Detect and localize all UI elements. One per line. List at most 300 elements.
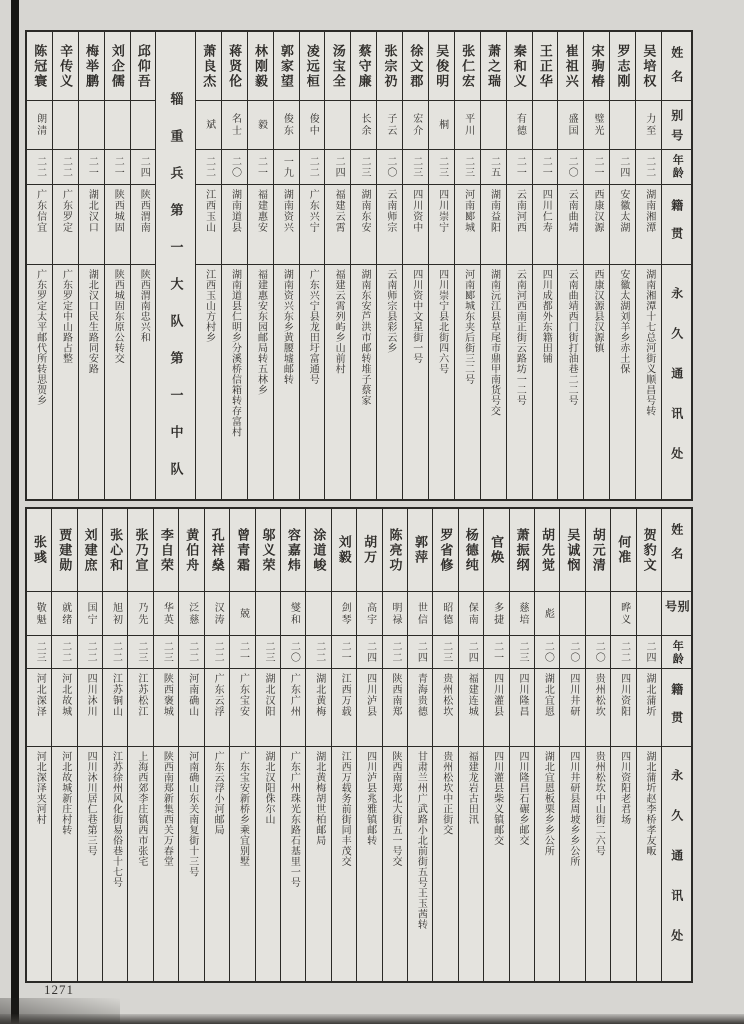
header-native-place: 籍贯 [662, 668, 691, 746]
person-alias [533, 100, 558, 149]
person-native: 湖北汉阳 [256, 668, 280, 746]
person-address: 四川井研县周坡乡乡公所 [560, 746, 584, 981]
person-column [102, 509, 127, 981]
person-name: 萧之瑞 [486, 43, 502, 89]
person-address: 湖北黄梅胡世柏邮局 [306, 746, 330, 981]
person-column [153, 509, 178, 981]
person-address: 贵州松坎中正街交 [433, 746, 457, 981]
person-age: 二三 [429, 149, 454, 184]
person-alias [53, 100, 78, 149]
person-native: 福建惠安 [248, 184, 273, 264]
person-native: 广东罗定 [53, 184, 78, 264]
person-alias: 剑琴 [332, 591, 356, 635]
person-native: 陕西城固 [105, 184, 130, 264]
header-name: 姓名 [669, 523, 684, 571]
person-name: 胡先觉 [539, 527, 555, 573]
person-column [480, 32, 506, 499]
person-age: 二三 [403, 149, 428, 184]
person-address: 江苏徐州风化街易俗巷十七号 [103, 746, 127, 981]
person-native: 四川仁寿 [533, 184, 558, 264]
person-address: 湖南道县仁明乡分溪桥信箱转存富村 [222, 264, 247, 499]
person-native: 湖南道县 [222, 184, 247, 264]
person-address: 江西万载务前街同丰茂交 [332, 746, 356, 981]
person-column [559, 509, 584, 981]
person-name: 官焕 [489, 535, 505, 565]
person-name: 涂道峻 [311, 527, 327, 573]
person-column [583, 32, 609, 499]
person-age: 二〇 [222, 149, 247, 184]
person-age: 二四 [637, 635, 661, 668]
person-column [610, 509, 635, 981]
person-address: 福建龙岩古田汛 [459, 746, 483, 981]
person-address: 陕西南郑新集西关万春堂 [154, 746, 178, 981]
person-age: 二二 [53, 149, 78, 184]
person-name: 郭家望 [278, 43, 294, 89]
person-name: 张彧 [31, 535, 47, 565]
person-age: 二一 [105, 149, 130, 184]
person-age: 二一 [484, 635, 508, 668]
person-column [407, 509, 432, 981]
person-column [104, 32, 130, 499]
unit-title-column [155, 32, 195, 499]
person-column [432, 509, 457, 981]
person-native: 广东兴宁 [300, 184, 325, 264]
person-native: 湖北宜恩 [535, 668, 559, 746]
person-native: 江西玉山 [196, 184, 221, 264]
person-name: 吴诚悯 [565, 527, 581, 573]
person-alias [256, 591, 280, 635]
person-alias: 彪 [535, 591, 559, 635]
person-alias: 晔义 [611, 591, 635, 635]
person-age: 二三 [154, 635, 178, 668]
person-column [356, 509, 381, 981]
person-name: 黄伯舟 [184, 527, 200, 573]
person-address: 四川资中文星街一号 [403, 264, 428, 499]
person-name: 杨德纯 [463, 527, 479, 573]
person-age: 二二 [611, 635, 635, 668]
person-alias: 兢 [230, 591, 254, 635]
person-column [204, 509, 229, 981]
person-name: 徐文郡 [408, 43, 424, 89]
person-name: 宋驹椿 [589, 43, 605, 89]
person-column [483, 509, 508, 981]
person-native: 贵州松坎 [433, 668, 457, 746]
person-name: 孔祥燊 [209, 527, 225, 573]
person-column [78, 32, 104, 499]
person-name: 邱仰吾 [135, 43, 151, 89]
person-native: 陕西褒城 [154, 668, 178, 746]
person-column [636, 509, 661, 981]
person-age: 二一 [248, 149, 273, 184]
person-column [27, 509, 51, 981]
person-column [299, 32, 325, 499]
person-native: 湖南资兴 [274, 184, 299, 264]
person-name: 贺豹文 [641, 527, 657, 573]
person-alias: 有德 [507, 100, 532, 149]
person-name: 萧良杰 [201, 43, 217, 89]
person-alias [105, 100, 130, 149]
person-column [305, 509, 330, 981]
person-alias: 力至 [636, 100, 661, 149]
person-age: 二三 [510, 635, 534, 668]
person-address: 四川成都外东籍田铺 [533, 264, 558, 499]
person-address: 湖南湘潭十七总河街义顺昌号转 [636, 264, 661, 499]
person-column [585, 509, 610, 981]
person-native: 青海贵德 [408, 668, 432, 746]
header-age: 年龄 [662, 149, 691, 184]
header-alias: 别号 [662, 100, 691, 149]
person-address: 四川资阳老君场 [611, 746, 635, 981]
person-native: 四川灌县 [484, 668, 508, 746]
person-age: 二一 [79, 149, 104, 184]
person-address: 福建惠安东园邮局转五林乡 [248, 264, 273, 499]
person-age: 二三 [27, 635, 51, 668]
person-column [195, 32, 221, 499]
person-address: 湖南资兴东乡黄腰墟邮转 [274, 264, 299, 499]
person-address: 河南确山东关南复街十三号 [179, 746, 203, 981]
person-age: 二二 [300, 149, 325, 184]
person-age: 二三 [433, 635, 457, 668]
person-native: 湖北蒲圻 [637, 668, 661, 746]
person-native: 江苏铜山 [103, 668, 127, 746]
person-alias: 斌 [196, 100, 221, 149]
person-column [52, 32, 78, 499]
person-alias [586, 591, 610, 635]
person-address: 广东兴宁县龙田圩富通号 [300, 264, 325, 499]
person-name: 罗志刚 [615, 43, 631, 89]
person-address: 上海西郊李庄镇西市张宅 [128, 746, 152, 981]
person-age: 二四 [408, 635, 432, 668]
person-native: 四川泸县 [357, 668, 381, 746]
person-name: 蒋贤伦 [227, 43, 243, 89]
person-address: 陕西渭南忠兴和 [131, 264, 156, 499]
person-address: 湖北汉口民生路同安路 [79, 264, 104, 499]
person-address: 广东广州珠光东路石基里一号 [281, 746, 305, 981]
person-native: 江西万载 [332, 668, 356, 746]
person-name: 王正华 [537, 43, 553, 89]
roster-table-top [25, 30, 693, 501]
person-native: 湖北汉口 [79, 184, 104, 264]
person-address: 四川隆昌石碾乡邮交 [510, 746, 534, 981]
person-age: 二二 [103, 635, 127, 668]
person-column [127, 509, 152, 981]
person-alias [481, 100, 506, 149]
person-column [77, 509, 102, 981]
person-age: 二二 [636, 149, 661, 184]
person-name: 胡万 [362, 535, 378, 565]
person-address: 湖北汉阳侏尔山 [256, 746, 280, 981]
roster-table-bottom [25, 507, 693, 983]
person-alias: 俊中 [300, 100, 325, 149]
person-address: 云南河西南正街云路坊一二号 [507, 264, 532, 499]
person-name: 陈亮功 [387, 527, 403, 573]
person-column [557, 32, 583, 499]
person-column [331, 509, 356, 981]
person-name: 邬义荣 [260, 527, 276, 573]
person-column [280, 509, 305, 981]
header-native-place: 籍贯 [662, 184, 691, 264]
person-column [273, 32, 299, 499]
person-name: 吴俊明 [434, 43, 450, 89]
person-address: 云南曲靖西门街打油巷二二号 [558, 264, 583, 499]
person-address: 广东宝安新桥乡乘宜别墅 [230, 746, 254, 981]
scan-shadow-bottom [0, 1014, 744, 1024]
person-age: 二二 [52, 635, 76, 668]
row-header-column [661, 509, 691, 981]
header-name: 姓名 [669, 46, 684, 94]
person-alias: 燮和 [281, 591, 305, 635]
person-age: 二三 [351, 149, 376, 184]
person-age: 二二 [205, 635, 229, 668]
person-name: 陈冠寰 [32, 43, 48, 89]
person-age: 二一 [332, 635, 356, 668]
scan-gutter-edge [11, 0, 19, 1024]
person-column [458, 509, 483, 981]
person-age: 二〇 [281, 635, 305, 668]
person-column [221, 32, 247, 499]
person-column [255, 509, 280, 981]
header-permanent-address: 永久通讯处 [662, 746, 691, 981]
person-address: 四川沐川居仁巷第三号 [78, 746, 102, 981]
person-column [506, 32, 532, 499]
person-column [130, 32, 156, 499]
person-alias: 宏介 [403, 100, 428, 149]
person-alias: 朗清 [27, 100, 52, 149]
person-native: 四川资中 [403, 184, 428, 264]
person-age: 二一 [533, 149, 558, 184]
person-address: 广东云浮小河邮局 [205, 746, 229, 981]
person-age: 二一 [584, 149, 609, 184]
person-native: 河南郾城 [455, 184, 480, 264]
person-column [454, 32, 480, 499]
person-native: 河北深泽 [27, 668, 51, 746]
person-alias [79, 100, 104, 149]
person-column [532, 32, 558, 499]
person-address: 安徽太湖刘羊乡赤土保 [610, 264, 635, 499]
person-age: 二〇 [535, 635, 559, 668]
person-alias: 桐 [429, 100, 454, 149]
person-native: 广东云浮 [205, 668, 229, 746]
person-native: 广东信宜 [27, 184, 52, 264]
person-address: 河北故城新庄村转 [52, 746, 76, 981]
person-alias: 汉涛 [205, 591, 229, 635]
person-address: 江西玉山方村乡 [196, 264, 221, 499]
person-age: 二三 [128, 635, 152, 668]
person-address: 湖南沅江县草尾市鼎甲南货号交 [481, 264, 506, 499]
person-alias: 乃先 [128, 591, 152, 635]
person-age: 二一 [507, 149, 532, 184]
person-name: 崔祖兴 [563, 43, 579, 89]
person-alias: 华英 [154, 591, 178, 635]
person-alias: 毅 [248, 100, 273, 149]
person-address: 西康汉源县汉源镇 [584, 264, 609, 499]
person-native: 四川井研 [560, 668, 584, 746]
person-column [635, 32, 661, 499]
person-age: 二四 [459, 635, 483, 668]
person-age: 二〇 [586, 635, 610, 668]
person-name: 吴培权 [641, 43, 657, 89]
person-age: 二四 [131, 149, 156, 184]
person-address: 四川崇宁县北街四六号 [429, 264, 454, 499]
header-permanent-address: 永久通讯处 [662, 264, 691, 499]
person-alias: 慈培 [510, 591, 534, 635]
person-address: 甘肃兰州广武路小北前街五号王玉茜转 [408, 746, 432, 981]
person-name: 凌远桓 [304, 43, 320, 89]
person-name: 容嘉炜 [285, 527, 301, 573]
person-address: 贵州松坎中山街二六号 [586, 746, 610, 981]
person-age: 二〇 [558, 149, 583, 184]
person-alias: 国宁 [78, 591, 102, 635]
person-alias: 世信 [408, 591, 432, 635]
person-alias: 璧光 [584, 100, 609, 149]
person-alias [610, 100, 635, 149]
person-alias: 子云 [377, 100, 402, 149]
person-native: 云南曲靖 [558, 184, 583, 264]
person-alias [131, 100, 156, 149]
person-age: 二二 [306, 635, 330, 668]
person-name: 刘企儒 [109, 43, 125, 89]
person-column [27, 32, 52, 499]
person-age: 二三 [455, 149, 480, 184]
person-address: 广东罗定中山路占整 [53, 264, 78, 499]
person-age: 二二 [27, 149, 52, 184]
person-address: 四川灌县柴义镇邮交 [484, 746, 508, 981]
person-native: 云南河西 [507, 184, 532, 264]
person-column [247, 32, 273, 499]
page-number: 1271 [44, 982, 74, 997]
person-native: 广东宝安 [230, 668, 254, 746]
person-native: 四川隆昌 [510, 668, 534, 746]
person-native: 福建连城 [459, 668, 483, 746]
person-alias [637, 591, 661, 635]
person-address: 陕西南郑北大街五一号交 [383, 746, 407, 981]
person-native: 湖北黄梅 [306, 668, 330, 746]
person-column [428, 32, 454, 499]
person-address: 河南郾城东夹后街三二号 [455, 264, 480, 499]
person-age: 二三 [256, 635, 280, 668]
person-native: 西康汉源 [584, 184, 609, 264]
person-name: 张仁宏 [460, 43, 476, 89]
person-address: 广东罗定太平邮代所转思贺乡 [27, 264, 52, 499]
person-name: 蔡守廉 [356, 43, 372, 89]
person-native: 福建云霄 [325, 184, 350, 264]
person-alias: 平川 [455, 100, 480, 149]
person-alias: 盛国 [558, 100, 583, 149]
person-alias: 昭德 [433, 591, 457, 635]
person-age: 二二 [383, 635, 407, 668]
person-address: 湖南东安芦洪市邮转堆子蔡家 [351, 264, 376, 499]
person-column [609, 32, 635, 499]
person-name: 林刚毅 [253, 43, 269, 89]
person-name: 萧振纲 [514, 527, 530, 573]
person-alias: 敬魁 [27, 591, 51, 635]
person-address: 湖北蒲圻赵李桥孝友畈 [637, 746, 661, 981]
person-native: 四川资阳 [611, 668, 635, 746]
person-address: 陕西城固东原公转交 [105, 264, 130, 499]
person-native: 四川沐川 [78, 668, 102, 746]
person-native: 江苏松江 [128, 668, 152, 746]
person-column [178, 509, 203, 981]
row-header-column [661, 32, 691, 499]
person-alias: 名士 [222, 100, 247, 149]
person-name: 曾青霜 [235, 527, 251, 573]
person-column [350, 32, 376, 499]
person-native: 河北故城 [52, 668, 76, 746]
person-native: 陕西南郑 [383, 668, 407, 746]
person-alias: 高宇 [357, 591, 381, 635]
person-native: 广东广州 [281, 668, 305, 746]
person-name: 辛传义 [58, 43, 74, 89]
person-age: 二五 [481, 149, 506, 184]
person-alias: 俊东 [274, 100, 299, 149]
person-age: 二四 [610, 149, 635, 184]
person-native: 四川崇宁 [429, 184, 454, 264]
person-name: 张宗礽 [382, 43, 398, 89]
person-alias: 就绪 [52, 591, 76, 635]
person-age: 二二 [196, 149, 221, 184]
person-name: 刘毅 [336, 535, 352, 565]
person-native: 陕西渭南 [131, 184, 156, 264]
person-native: 湖南东安 [351, 184, 376, 264]
person-alias: 长余 [351, 100, 376, 149]
person-age: 二四 [325, 149, 350, 184]
person-name: 罗省修 [438, 527, 454, 573]
person-alias: 保南 [459, 591, 483, 635]
person-address: 云南师宗县彩云乡 [377, 264, 402, 499]
person-address: 河北深泽夹河村 [27, 746, 51, 981]
person-age: 二四 [357, 635, 381, 668]
person-name: 梅举鹏 [83, 43, 99, 89]
person-name: 贾建勋 [57, 527, 73, 573]
person-name: 李自荣 [158, 527, 174, 573]
person-column [534, 509, 559, 981]
person-native: 云南师宗 [377, 184, 402, 264]
unit-title: 辎重兵第一大队第一中队 [168, 92, 184, 499]
person-native: 湖南益阳 [481, 184, 506, 264]
person-column [509, 509, 534, 981]
person-name: 郭萍 [412, 535, 428, 565]
person-column [51, 509, 76, 981]
person-alias [325, 100, 350, 149]
person-name: 秦和义 [511, 43, 527, 89]
person-age: 二〇 [560, 635, 584, 668]
person-alias [560, 591, 584, 635]
header-alias: 别号 [662, 591, 691, 635]
person-address: 福建云霄列屿乡山前村 [325, 264, 350, 499]
person-name: 张乃宣 [133, 527, 149, 573]
person-column [382, 509, 407, 981]
person-name: 张心和 [108, 527, 124, 573]
person-alias: 泛慈 [179, 591, 203, 635]
person-name: 胡元清 [590, 527, 606, 573]
person-native: 湖南湘潭 [636, 184, 661, 264]
person-address: 湖北宜恩板栗乡乡公所 [535, 746, 559, 981]
person-column [402, 32, 428, 499]
person-age: 二〇 [377, 149, 402, 184]
person-alias: 旭初 [103, 591, 127, 635]
person-age: 一九 [274, 149, 299, 184]
person-alias: 明禄 [383, 591, 407, 635]
person-native: 安徽太湖 [610, 184, 635, 264]
person-age: 二一 [230, 635, 254, 668]
person-column [229, 509, 254, 981]
person-alias [306, 591, 330, 635]
person-column [376, 32, 402, 499]
person-address: 四川泸县兆雅镇邮转 [357, 746, 381, 981]
person-alias: 多捷 [484, 591, 508, 635]
header-age: 年龄 [662, 635, 691, 668]
person-age: 二二 [78, 635, 102, 668]
